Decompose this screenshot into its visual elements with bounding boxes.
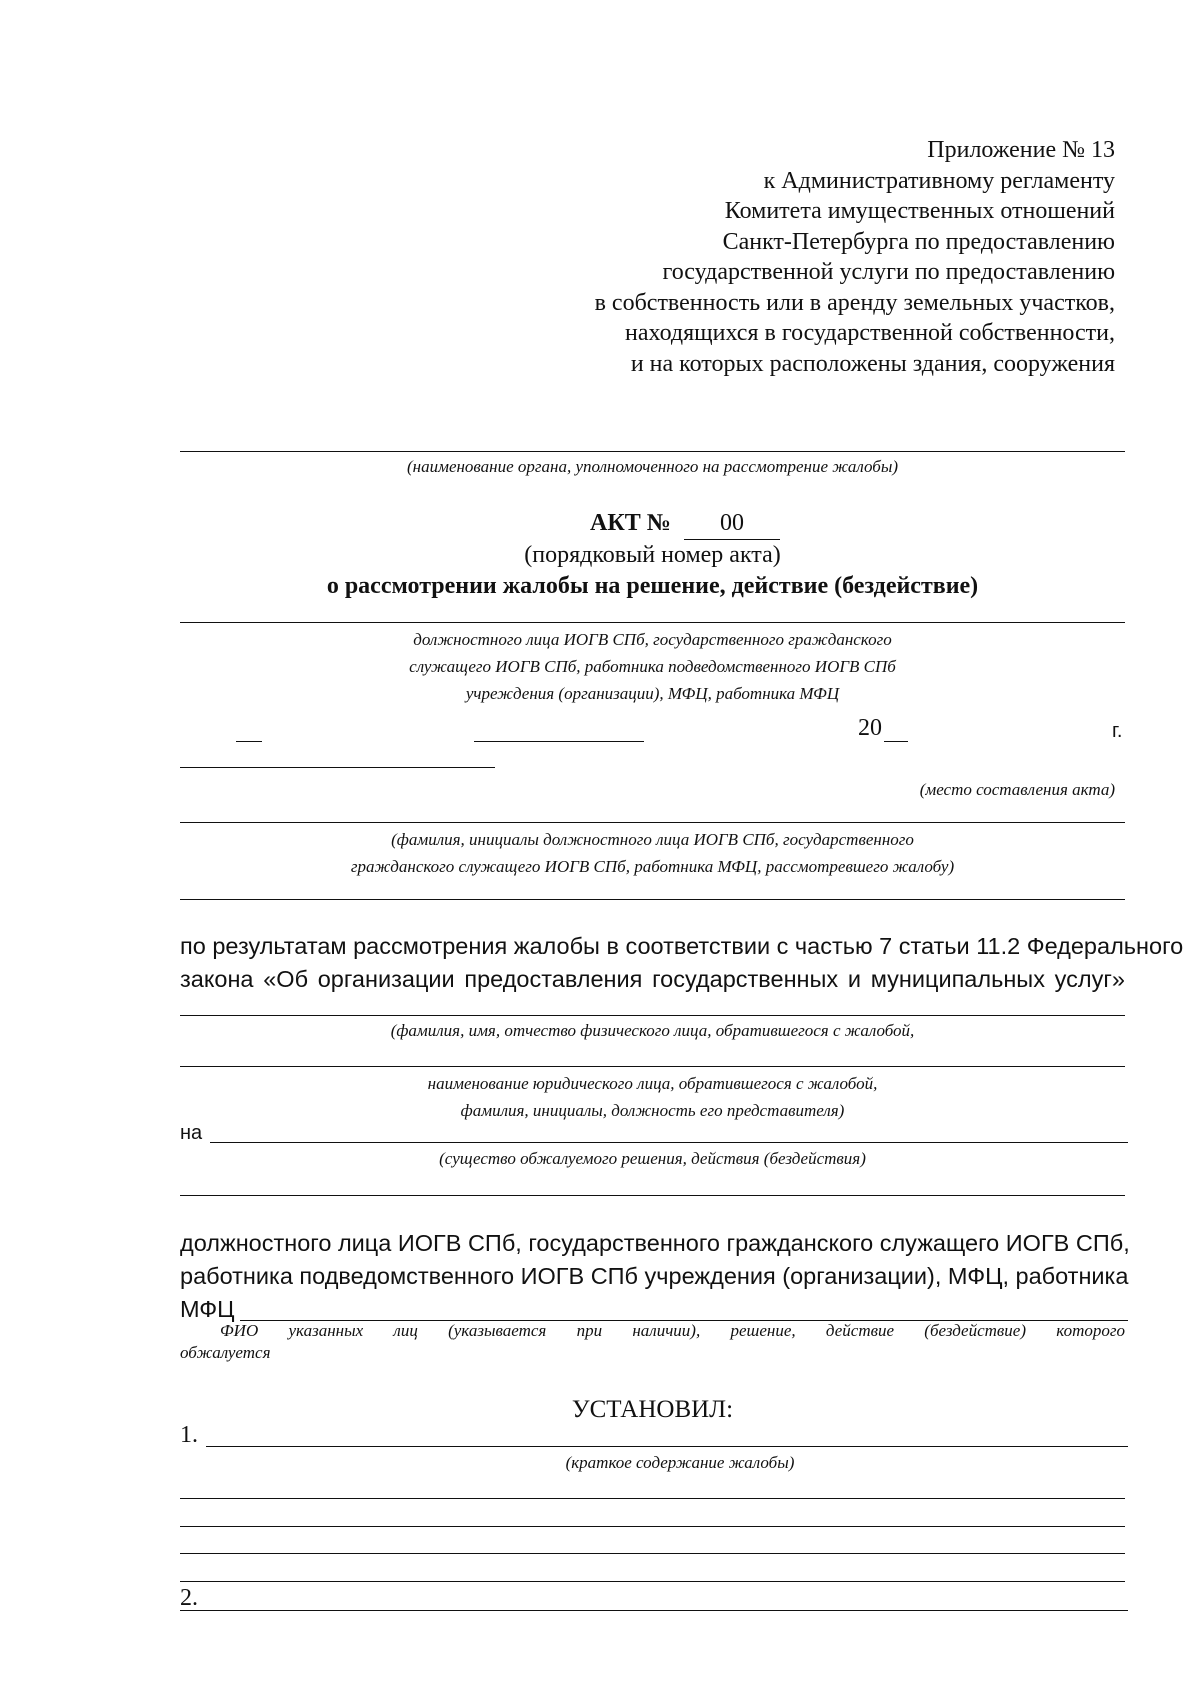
- officials-line: работника подведомственного ИОГВ СПб учреждения (организации), МФЦ, работника: [180, 1263, 1129, 1289]
- place-caption: (место составления акта): [919, 780, 1115, 799]
- official-caption: [180, 626, 1125, 707]
- caption-line: гражданского служащего ИОГВ СПб, работника МФЦ, рассмотревшего жалобу): [350, 857, 955, 876]
- year-field-line[interactable]: [884, 741, 908, 742]
- header-line: Приложение № 13: [927, 137, 1115, 163]
- results-line: закона «Об организации предоставления государственных и муниципальных услуг»: [180, 966, 1125, 992]
- header-line: в собственность или в аренду земельных участков,: [594, 289, 1115, 316]
- caption-line: наименование юридического лица, обратившегося с жалобой,: [427, 1074, 878, 1093]
- act-subject: о рассмотрении жалобы на решение, действие (бездействие): [326, 573, 979, 599]
- item-2-number: 2.: [180, 1585, 198, 1611]
- header-line: и на которых расположены здания, сооружения: [630, 350, 1115, 377]
- caption-line: (фамилия, инициалы должностного лица ИОГВ СПб, государственного: [391, 830, 914, 849]
- complaint-field-line[interactable]: [180, 1581, 1125, 1582]
- official-field-line[interactable]: [180, 622, 1125, 623]
- applicant-field-line[interactable]: [180, 1015, 1125, 1016]
- mfc-label: МФЦ: [180, 1296, 235, 1322]
- item-1-number: 1.: [180, 1422, 198, 1448]
- act-number-line[interactable]: [684, 539, 780, 540]
- header-line: к Административному регламенту: [763, 167, 1115, 194]
- legal-entity-caption: [180, 1070, 1125, 1124]
- organ-field-line[interactable]: [180, 451, 1125, 452]
- act-number: 00: [720, 510, 744, 536]
- act-label: АКТ №: [590, 510, 671, 536]
- results-line: по результатам рассмотрения жалобы в соответствии с частью 7 статьи 11.2 Федерального: [180, 933, 1184, 959]
- complaint-field-line[interactable]: [180, 1526, 1125, 1527]
- legal-entity-field-line[interactable]: [180, 1066, 1125, 1067]
- complaint-field-line[interactable]: [180, 1498, 1125, 1499]
- on-label: на: [180, 1122, 203, 1144]
- organ-caption: (наименование органа, уполномоченного на рассмотрение жалобы): [407, 457, 898, 476]
- essence-extra-line[interactable]: [180, 1195, 1125, 1196]
- fio-caption: [180, 1320, 1125, 1364]
- reviewer-field-line[interactable]: [180, 822, 1125, 823]
- reviewer-caption: [180, 826, 1125, 880]
- essence-caption: (существо обжалуемого решения, действия (бездействия): [439, 1149, 866, 1168]
- applicant-caption: (фамилия, имя, отчество физического лица, обратившегося с жалобой,: [390, 1021, 915, 1040]
- item-2-field-line[interactable]: [206, 1610, 1128, 1611]
- header-line: государственной услуги по предоставлению: [662, 259, 1115, 285]
- place-field-line[interactable]: [180, 767, 495, 768]
- reviewer-extra-line[interactable]: [180, 899, 1125, 900]
- results-paragraph: [180, 930, 1184, 996]
- month-field-line[interactable]: [474, 741, 644, 742]
- essence-field-line[interactable]: [210, 1142, 1128, 1143]
- year-suffix: г.: [1112, 720, 1123, 742]
- established-heading: УСТАНОВИЛ:: [571, 1396, 734, 1423]
- header-line: Санкт-Петербурга по предоставлению: [722, 228, 1115, 255]
- caption-line: учреждения (организации), МФЦ, работника МФЦ: [465, 684, 840, 703]
- officials-line: должностного лица ИОГВ СПб, государственного гражданского служащего ИОГВ СПб,: [180, 1230, 1130, 1256]
- caption-line: фамилия, инициалы, должность его представителя): [460, 1101, 845, 1120]
- appendix-header: [415, 135, 1115, 379]
- caption-line: должностного лица ИОГВ СПб, государственного гражданского: [413, 630, 892, 649]
- caption-line: ФИО указанных лиц (указывается при наличии), решение, действие (бездействие) которого: [220, 1321, 1125, 1340]
- complaint-caption: (краткое содержание жалобы): [565, 1453, 795, 1472]
- year-prefix: 20: [858, 715, 882, 741]
- item-1-field-line[interactable]: [206, 1446, 1128, 1447]
- complaint-field-line[interactable]: [180, 1553, 1125, 1554]
- caption-line: служащего ИОГВ СПб, работника подведомственного ИОГВ СПб: [409, 657, 896, 676]
- act-number-caption: (порядковый номер акта): [524, 542, 781, 568]
- caption-line: обжалуется: [180, 1343, 271, 1362]
- header-line: Комитета имущественных отношений: [724, 198, 1115, 224]
- header-line: находящихся в государственной собственности,: [625, 320, 1115, 346]
- day-field-line[interactable]: [236, 741, 262, 742]
- officials-paragraph: [180, 1227, 1130, 1293]
